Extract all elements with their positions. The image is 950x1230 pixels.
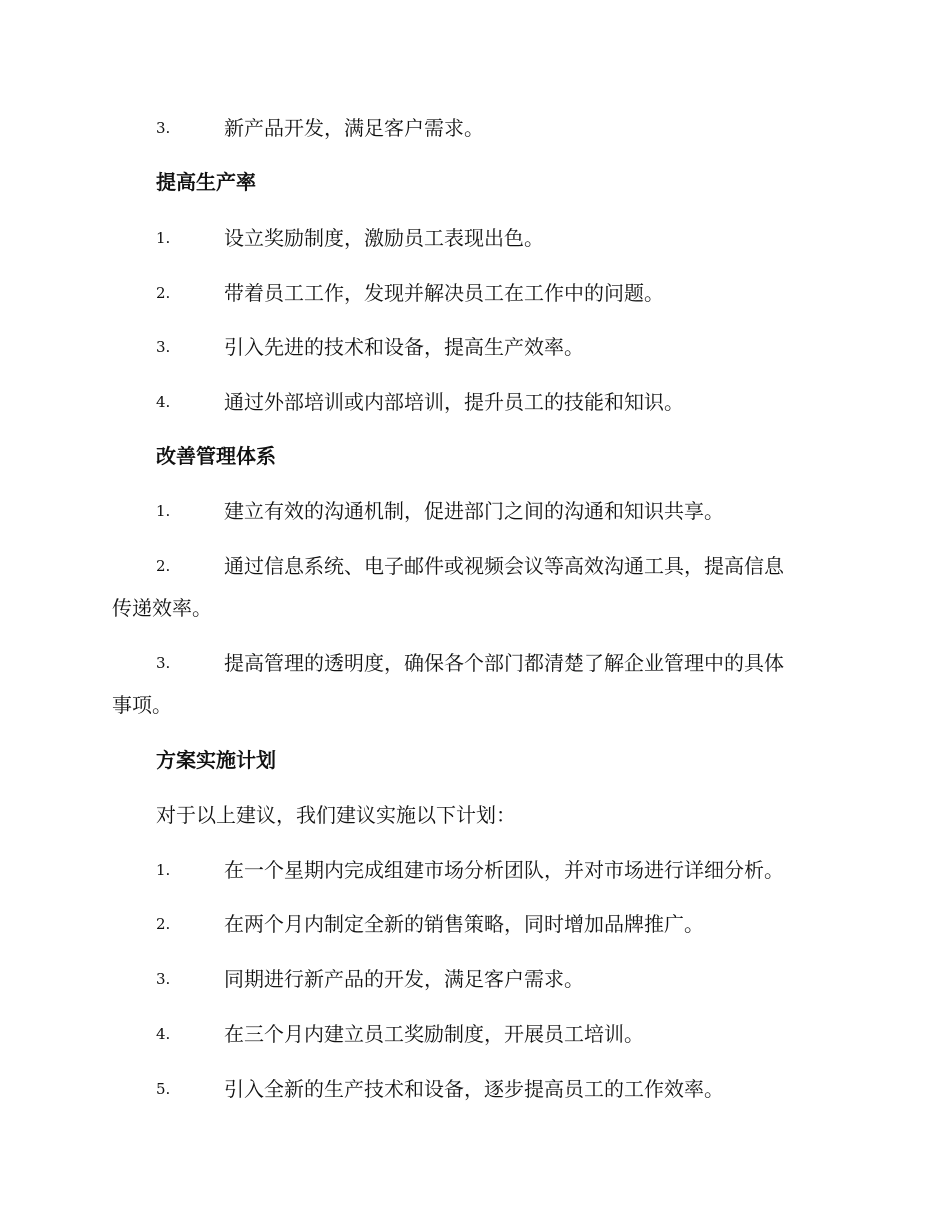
list-item-text: 设立奖励制度，激励员工表现出色。 [224, 226, 544, 250]
section-heading-plan: 方案实施计划 [156, 748, 276, 772]
intro-paragraph: 对于以上建议，我们建议实施以下计划： [156, 803, 516, 827]
list-item-text: 通过信息系统、电子邮件或视频会议等高效沟通工具，提高信息 [224, 554, 784, 578]
list-number: 1. [156, 502, 171, 520]
list-item-text: 通过外部培训或内部培训，提升员工的技能和知识。 [224, 390, 684, 414]
list-number: 2. [156, 915, 171, 933]
list-number: 2. [156, 284, 171, 302]
list-item-text: 在一个星期内完成组建市场分析团队，并对市场进行详细分析。 [224, 858, 784, 882]
list-item-text: 提高管理的透明度，确保各个部门都清楚了解企业管理中的具体 [224, 651, 784, 675]
list-number: 5. [156, 1080, 171, 1098]
list-number: 1. [156, 229, 171, 247]
list-item-text: 引入全新的生产技术和设备，逐步提高员工的工作效率。 [224, 1077, 724, 1101]
list-item-text: 引入先进的技术和设备，提高生产效率。 [224, 335, 584, 359]
list-number: 4. [156, 1025, 171, 1043]
section-heading-management: 改善管理体系 [156, 444, 276, 468]
section-heading-productivity: 提高生产率 [156, 170, 256, 194]
list-number: 3. [156, 654, 171, 672]
list-number: 3. [156, 970, 171, 988]
list-item-text: 建立有效的沟通机制，促进部门之间的沟通和知识共享。 [224, 499, 724, 523]
list-number: 1. [156, 861, 171, 879]
list-item-text: 新产品开发，满足客户需求。 [224, 116, 484, 140]
list-item-text: 同期进行新产品的开发，满足客户需求。 [224, 967, 584, 991]
list-item-continuation: 传递效率。 [112, 596, 212, 620]
list-number: 2. [156, 557, 171, 575]
list-number: 3. [156, 338, 171, 356]
list-number: 3. [156, 119, 171, 137]
list-item-text: 在两个月内制定全新的销售策略，同时增加品牌推广。 [224, 912, 704, 936]
list-item-continuation: 事项。 [112, 693, 172, 717]
list-item-text: 带着员工工作，发现并解决员工在工作中的问题。 [224, 281, 664, 305]
list-number: 4. [156, 393, 171, 411]
list-item-text: 在三个月内建立员工奖励制度，开展员工培训。 [224, 1022, 644, 1046]
